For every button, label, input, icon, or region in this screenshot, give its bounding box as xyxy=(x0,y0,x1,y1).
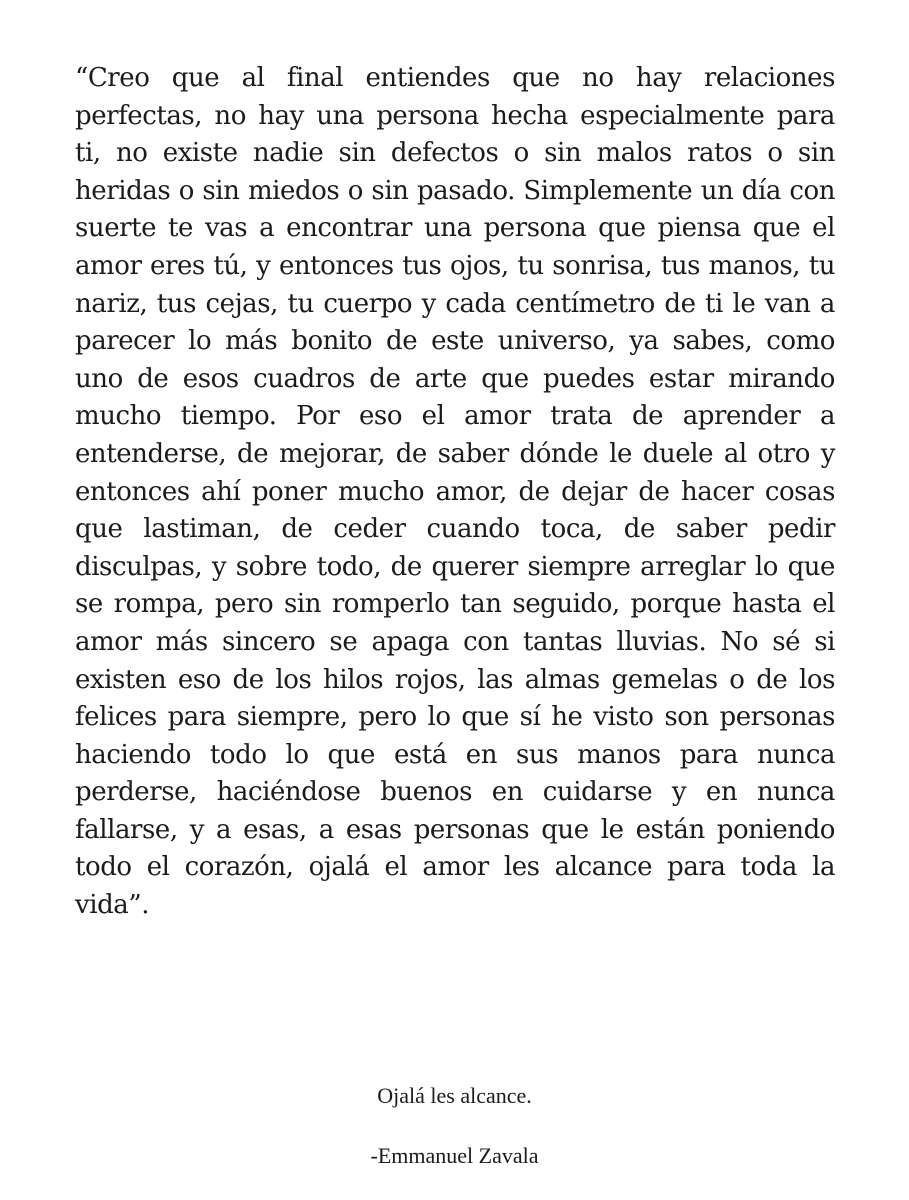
closing-line: Ojalá les alcance. xyxy=(377,1083,532,1108)
quote-text: “Creo que al final entiendes que no hay relaciones perfectas, no hay una persona hecha especialmente para ti, no existe nadie sin defectos o sin malos ratos o sin heridas o sin miedos o sin pasado. Simplemente un día con suerte te vas a encontrar una persona que piensa que el amor eres tú, y entonces tus ojos, tu sonrisa, tus manos, tu nariz, tus cejas, tu cuerpo y cada centímetro de ti le van a parecer lo más bonito de este universo, ya sabes, como uno de esos cuadros de arte que puedes estar mirando mucho tiempo. Por eso el amor trata de aprender a entenderse, de mejorar, de saber dónde le duele al otro y entonces ahí poner mucho amor, de dejar de hacer cosas que lastiman, de ceder cuando toca, de saber pedir disculpas, y sobre todo, de querer siempre arreglar lo que se rompa, pero sin romperlo tan seguido, porque hasta el amor más sincero se apaga con tantas lluvias. No sé si existen eso de los hilos rojos, las almas gemelas o de los felices para siempre, pero lo que sí he visto son personas haciendo todo lo que está en sus manos para nunca perderse, haciéndose buenos en cuidarse y en nunca fallarse, y a esas, a esas personas que le están poniendo todo el corazón, ojalá el amor les alcance para toda la vida”. xyxy=(75,63,835,921)
author-signature: -Emmanuel Zavala xyxy=(370,1143,539,1168)
